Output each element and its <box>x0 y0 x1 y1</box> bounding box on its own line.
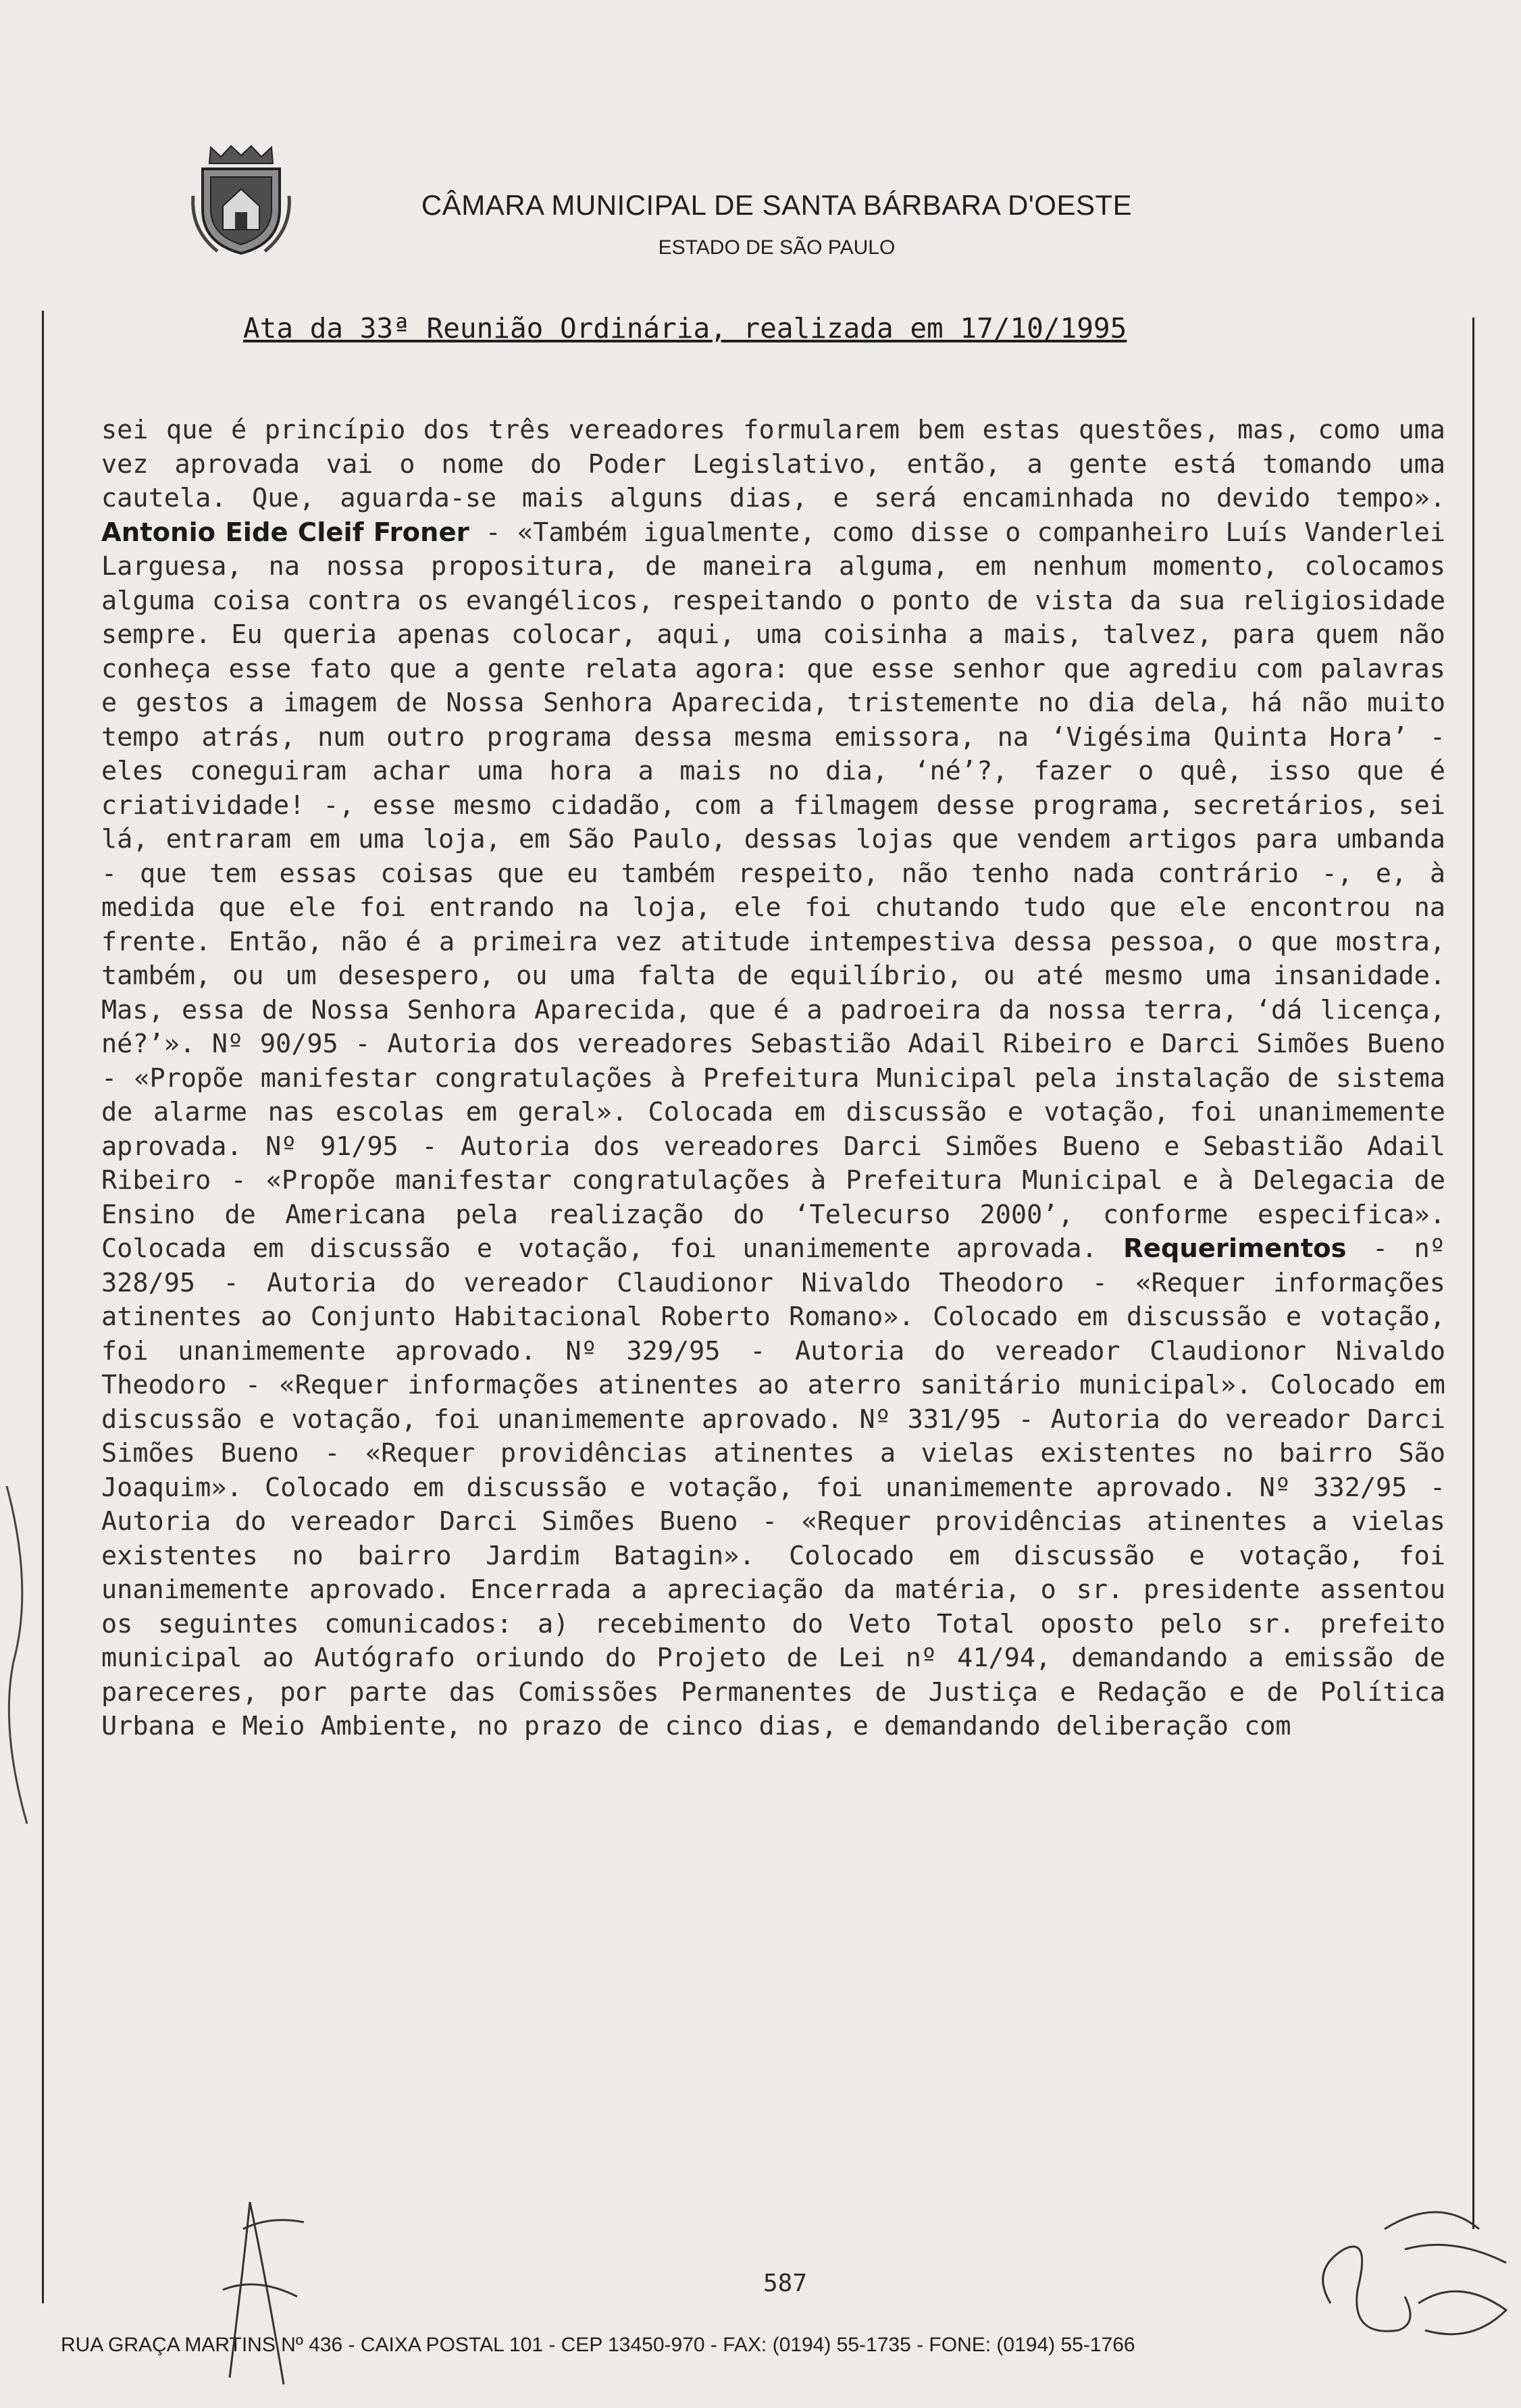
signature-right <box>1304 2168 1520 2371</box>
minutes-title: Ata da 33ª Reunião Ordinária, realizada em 17/10/1995 <box>243 312 1127 344</box>
margin-signature <box>0 1486 41 1824</box>
speaker-name: Antonio Eide Cleif Froner <box>101 517 469 548</box>
council-name: CÂMARA MUNICIPAL DE SANTA BÁRBARA D'OESTE <box>421 189 1133 221</box>
minutes-body-text <box>101 413 1445 1744</box>
page-border-right <box>1472 317 1474 2229</box>
signature-left <box>203 2188 324 2391</box>
section-heading: Requerimentos <box>1123 1233 1347 1264</box>
page-border-left <box>42 311 44 2303</box>
body-segment: sei que é princípio dos três vereadores formularem bem estas questões, mas, como uma vez aprovada vai o nome do Poder Legislativo, então, a gente está tomando uma cautela. Que, aguarda-se mais alguns dias, e será encaminhada no devido tempo». <box>101 415 1445 513</box>
footer-address: RUA GRAÇA MARTINS Nº 436 - CAIXA POSTAL 101 - CEP 13450-970 - FAX: (0194) 55-1735 - FONE: (0194) 55-1766 <box>61 2334 1135 2356</box>
body-segment: - nº 328/95 - Autoria do vereador Claudionor Nivaldo Theodoro - «Requer informações atinentes ao Conjunto Habitacional Roberto Romano». Colocado em discussão e votação, foi unanimemente aprovado. Nº 329/95 - Autoria do vereador Claudionor Nivaldo Theodoro - «Requer informações atinentes ao aterro sanitário municipal». Colocado em discussão e votação, foi unanimemente aprovado. Nº 331/95 - Autoria do vereador Darci Simões Bueno - «Requer providências atinentes a vielas existentes no bairro São Joaquim». Colocado em discussão e votação, foi unanimemente aprovado. Nº 332/95 - Autoria do vereador Darci Simões Bueno - «Requer providências atinentes a vielas existentes no bairro Jardim Batagin». Colocado em discussão e votação, foi unanimemente aprovado. Encerrada a apreciação da matéria, o sr. presidente assentou os seguintes comunicados: a) recebimento do Veto Total oposto pelo sr. prefeito municipal ao Autógrafo oriundo do Projeto de Lei nº 41/94, demandando a emissão de pareceres, por parte das Comissões Permanentes de Justiça e Redação e de Política Urbana e Meio Ambiente, no prazo de cinco dias, e demandando deliberação com <box>101 1233 1445 1741</box>
body-segment: - «Também igualmente, como disse o companheiro Luís Vanderlei Larguesa, na nossa propositura, de maneira alguma, em nenhum momento, colocamos alguma coisa contra os evangélicos, respeitando o ponto de vista da sua religiosidade sempre. Eu queria apenas colocar, aqui, uma coisinha a mais, talvez, para quem não conheça esse fato que a gente relata agora: que esse senhor que agrediu com palavras e gestos a imagem de Nossa Senhora Aparecida, tristemente no dia dela, há não muito tempo atrás, num outro programa dessa mesma emissora, na ‘Vigésima Quinta Hora’ - eles coneguiram achar uma hora a mais no dia, ‘né’?, fazer o quê, isso que é criatividade! -, esse mesmo cidadão, com a filmagem desse programa, secretários, sei lá, entraram em uma loja, em São Paulo, dessas lojas que vendem artigos para umbanda - que tem essas coisas que eu também respeito, não tenho nada contrário -, e, à medida que ele foi entrando na loja, ele foi chutando tudo que ele encontrou na frente. Então, não é a primeira vez atitude intempestiva dessa pessoa, o que mostra, também, ou um desespero, ou uma falta de equilíbrio, ou até mesmo uma insanidade. Mas, essa de Nossa Senhora Aparecida, que é a padroeira da nossa terra, ‘dá licença, né?’». Nº 90/95 - Autoria dos vereadores Sebastião Adail Ribeiro e Darci Simões Bueno - «Propõe manifestar congratulações à Prefeitura Municipal pela instalação de sistema de alarme nas escolas em geral». Colocada em discussão e votação, foi unanimemente aprovada. Nº 91/95 - Autoria dos vereadores Darci Simões Bueno e Sebastião Adail Ribeiro - «Propõe manifestar congratulações à Prefeitura Municipal e à Delegacia de Ensino de Americana pela realização do ‘Telecurso 2000’, conforme especifica». Colocada em discussão e votação, foi unanimemente aprovada. <box>101 517 1445 1264</box>
page-number: 587 <box>763 2270 808 2297</box>
state-name: ESTADO DE SÃO PAULO <box>658 236 896 259</box>
